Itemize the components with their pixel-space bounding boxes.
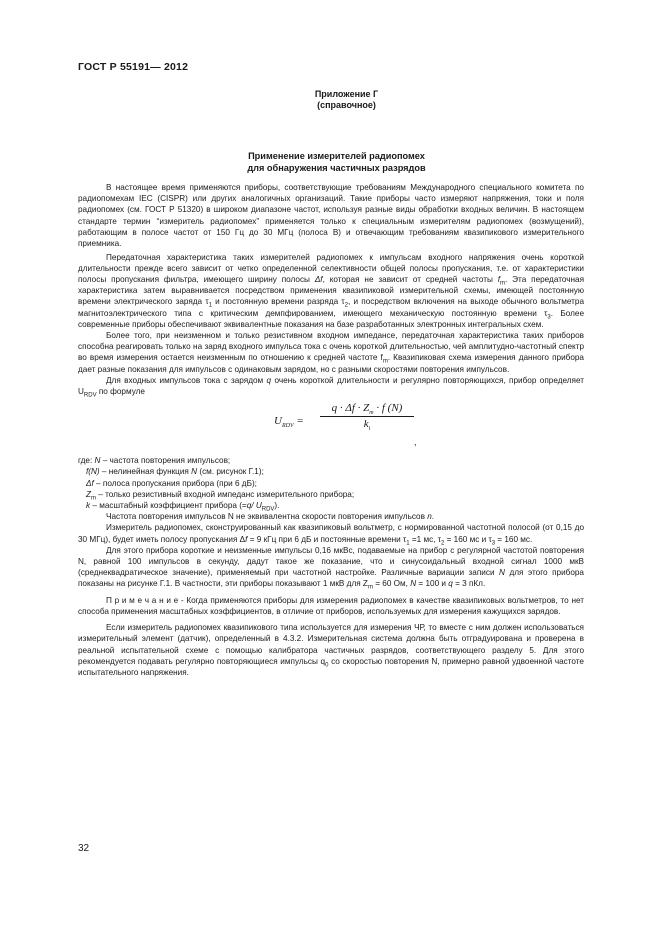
subscript: 1 xyxy=(406,540,410,547)
paragraph-pulses xyxy=(78,545,584,590)
text-run: = 160 мс. xyxy=(495,534,533,544)
subscript: i xyxy=(368,426,371,433)
text-run: (см. рисунок Г.1); xyxy=(197,467,264,477)
formula-fraction xyxy=(320,402,414,433)
text-run: – полоса пропускания прибора (при 6 дБ); xyxy=(93,478,257,488)
text-run: , которая не зависит от средней частоты xyxy=(322,275,498,285)
text-run: Если измеритель радиопомех квазипикового типа используется для измерения ЧР, то вместе с ним должен использоваться измерительный элемент (датчик), определенный в 4.3.2. Измерительная система должна быть отградуирована и проверена в реальной испытательной схеме с помощью калибратора частичных разрядов, соответствующего разделу 5. Для этого рекомендуется подавать регулярно повторяющиеся импульсы q xyxy=(78,623,584,666)
paragraph-quasi-peak-meter xyxy=(78,522,584,547)
subscript: m xyxy=(91,495,97,502)
paragraph-intro: В настоящее время применяются приборы, соответствующие требованиям Международного специального комитета по радиопомехам IEC (CISPR) или других аналогичных организаций. Такие приборы часто измеряют напряжения, токи и поля радиопомех (см. ГОСТ Р 51320) в широком диапазоне частот, используя разные виды обработки входных величин. В настоящем стандарте термин “измеритель радиопомех” применяется только к специальным измерителям радиопомех (возмущений), работающим в полосе частот от 150 Гц до 30 МГц (полоса В) и отвечающим требованиям квазипикового измерительного приемника. xyxy=(78,183,584,249)
subscript: 0 xyxy=(325,662,329,669)
text-run: · f (N) xyxy=(373,402,403,415)
definitions-list xyxy=(78,455,584,522)
text-run: – только резистивный входной импеданс измерительного прибора; xyxy=(96,489,355,499)
definition-item xyxy=(78,466,584,477)
body-text xyxy=(78,182,584,678)
text-run: со скоростью повторения N, примерно равной удвоенной частоте испытательного напряжения. xyxy=(78,656,584,677)
text-run: N xyxy=(410,579,417,589)
text-run: Измеритель радиопомех, сконструированный как квазипиковый вольтметр, с нормированной частотной полосой (от 0,15 до 30 МГц), будет иметь полосу пропускания Δ xyxy=(78,523,584,544)
text-run: U xyxy=(274,415,282,428)
text-run: f xyxy=(497,275,500,285)
subscript: 3 xyxy=(547,314,551,321)
standard-code: ГОСТ Р 55191— 2012 xyxy=(78,61,189,73)
text-run: =1 мс, τ xyxy=(409,534,441,544)
definition-item xyxy=(78,489,584,500)
text-run: k xyxy=(363,418,369,431)
subscript: m xyxy=(367,585,373,592)
fraction-bar xyxy=(320,416,414,417)
subscript: m xyxy=(382,359,388,366)
text-run: где: xyxy=(78,456,95,466)
subscript: 3 xyxy=(491,540,496,547)
text-run: q · Δf · Z xyxy=(331,402,370,415)
text-run: Частота повторения импульсов N не эквивалентна скорости повторения импульсов xyxy=(106,512,428,522)
formula-comma: , xyxy=(414,437,417,448)
text-run: . xyxy=(431,512,435,522)
text-run: Δf xyxy=(314,275,323,285)
note-text: - Когда применяются приборы для измерения радиопомех в качестве квазипиковых вольтметров, то нет способа применения масштабных коэффициентов, в отличие от приборов, используемых для измерения кажущихся зарядов. xyxy=(78,595,584,616)
definition-item xyxy=(78,478,584,489)
text-run: Передаточная характеристика таких измерителей радиопомех к импульсам входного напряжения очень короткой длительности прежде всего зависит от четко определенной селективности общей полосы пропускания, т.е. от характеристики полосы пропускания фильтра, имеющего ширину полосы xyxy=(78,252,584,285)
subscript: m xyxy=(500,280,505,287)
definition-item xyxy=(78,511,584,522)
text-run: = xyxy=(293,415,304,428)
text-run: Δf xyxy=(86,478,94,488)
text-run: очень короткой длительности и регулярно повторяющихся, прибор определяет U xyxy=(78,375,584,397)
definition-item xyxy=(78,500,584,511)
text-run: – нелинейная функция xyxy=(99,467,192,477)
title-line-1: Применение измерителей радиопомех xyxy=(248,151,425,161)
text-run: Более того, при неизменном и только резистивном входном импедансе, передаточная характеристика таких приборов способна реагировать только на заряд входного импульса тока с очень короткой длительностью, чей амплитудно-частотный спектр во время измерения остается неизменным по отношению к средней частоте f xyxy=(78,331,584,363)
formula-lhs xyxy=(274,415,304,430)
text-run: f(N) xyxy=(86,467,100,477)
text-run: N xyxy=(191,467,198,477)
text-run: = 100 и xyxy=(416,579,449,589)
paragraph-impedance xyxy=(78,330,584,375)
text-run: = 3 пКл. xyxy=(452,579,486,589)
text-run: Z xyxy=(86,489,92,499)
note-label: П р и м е ч а н и е xyxy=(106,595,179,605)
text-run: q xyxy=(246,501,252,511)
subscript: 2 xyxy=(344,303,348,310)
appendix-label: Приложение Г xyxy=(314,89,379,99)
paragraph-pd-measurement xyxy=(78,622,584,678)
text-run: ). xyxy=(274,501,280,511)
subscript: 1 xyxy=(208,303,212,310)
paragraph-transfer-characteristic xyxy=(78,252,584,330)
title-line-2: для обнаружения частичных разрядов xyxy=(247,162,426,173)
text-run: f xyxy=(245,534,248,544)
text-run: k xyxy=(86,501,91,511)
text-run: = 60 Ом, xyxy=(372,579,411,589)
appendix-heading xyxy=(0,89,661,111)
subscript: 2 xyxy=(440,540,445,547)
text-run: . Более современные приборы обеспечивают эквивалентные показания на базе разработанных электронных интегральных схем. xyxy=(78,308,584,329)
text-run: Для этого прибора короткие и неизменные импульсы 0,16 мкВс, подаваемые на прибор с регулярной частотой повторения N, равной 100 импульсов в секунду, дадут такое же показание, что и синусоидальный входной сигнал 1000 мкВ (среднеквадратическое значение), применяемый при частотной настройке. Различные вариации записи xyxy=(78,545,584,578)
text-run: = 160 мс и τ xyxy=(444,534,492,544)
text-run: n xyxy=(427,512,432,522)
text-run: q xyxy=(448,579,453,589)
subscript: RDV xyxy=(83,392,97,399)
subscript: RDV xyxy=(261,506,275,513)
text-run: и постоянную времени разряда τ xyxy=(211,297,345,307)
formula-block xyxy=(78,397,584,455)
text-run: N xyxy=(94,456,101,466)
section-title xyxy=(0,151,661,174)
text-run: q xyxy=(266,375,272,385)
note xyxy=(78,595,584,617)
definition-lead xyxy=(78,455,584,466)
text-run: для этого прибора показаны на рисунке Г.1. В частности, эти приборы показывают 1 мкВ для Z xyxy=(78,568,584,589)
text-run: . Квазипиковая схема измерения данного прибора дает разные показания для импульсов с одинаковым зарядом, но с разными скоростями повторения импульсов. xyxy=(78,353,584,374)
text-run: – масштабный коэффициент прибора (= xyxy=(90,501,247,511)
formula-denominator xyxy=(320,418,414,433)
text-run: , и посредством включения на выходе обычного вольтметра магнитоэлектрического типа с критическим демпфированием, имеющего механическую постоянную времени τ xyxy=(78,297,584,318)
text-run: Для входных импульсов тока с зарядом xyxy=(106,375,267,385)
text-run: = 9 кГц при 6 дБ и постоянные времени τ xyxy=(247,534,407,544)
subscript: m xyxy=(369,410,374,417)
text-run: . Эта передаточная характеристика затем выравнивается посредством применения квазипиковой измерительной схемы, имеющей постоянную времени электрического заряда τ xyxy=(78,275,585,307)
formula-numerator xyxy=(320,402,414,417)
text-run: N xyxy=(499,568,505,578)
subscript: RDV xyxy=(281,423,294,430)
text-run: / U xyxy=(251,501,262,511)
text-run: по формуле xyxy=(96,387,145,397)
text-run: – частота повторения импульсов; xyxy=(100,456,231,466)
page-number: 32 xyxy=(78,843,90,854)
appendix-type: (справочное) xyxy=(317,100,376,110)
paragraph-formula-intro xyxy=(78,375,584,397)
